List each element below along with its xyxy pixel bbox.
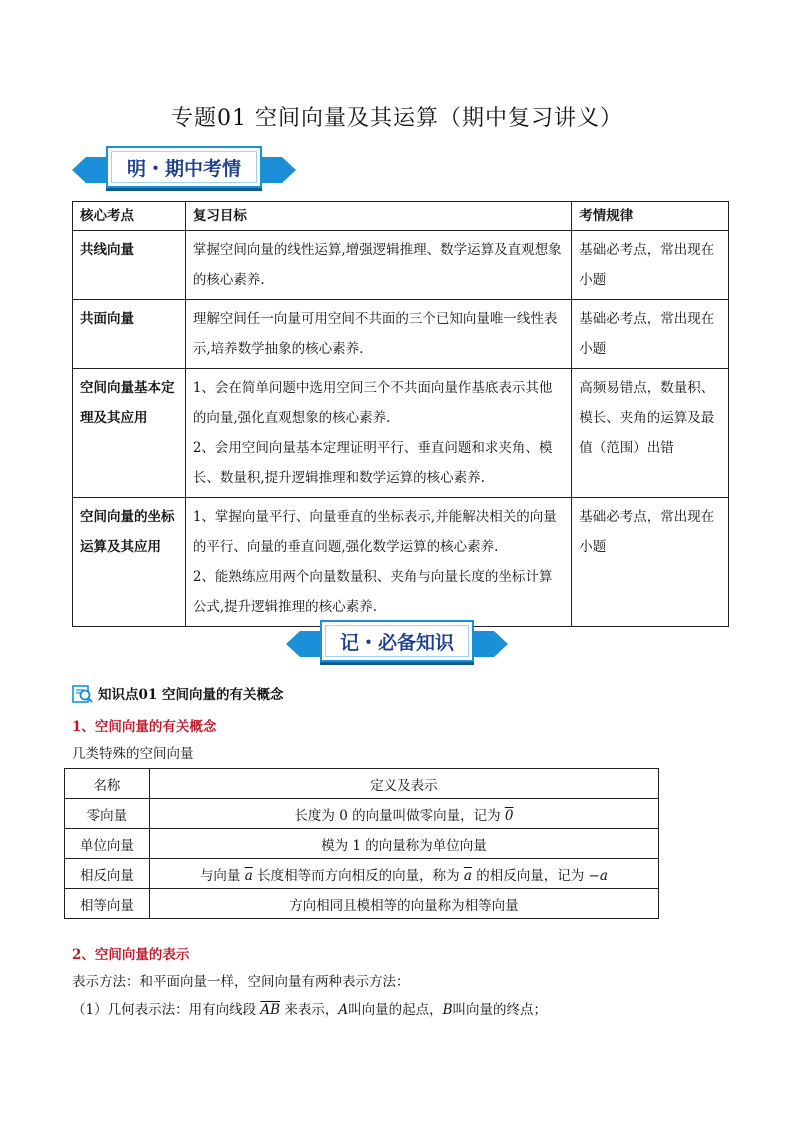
vector-name-cell: 零向量: [65, 799, 150, 829]
goal-cell: 理解空间任一向量可用空间不共面的三个已知向量唯一线性表示,培养数学抽象的核心素养.: [185, 300, 571, 369]
goal-item: 2、会用空间向量基本定理证明平行、垂直问题和求夹角、模长、数量积,提升逻辑推理和数学运算的核心素养.: [192, 440, 553, 486]
table-header-row: [73, 202, 729, 231]
exam-trends-table: [72, 201, 729, 627]
section-banner-knowledge: [286, 620, 508, 662]
line-text: （1）几何表示法：用有向线段: [72, 1002, 261, 1018]
header-cell: 定义及表示: [149, 769, 658, 799]
point-a-label: A: [338, 1002, 349, 1018]
pattern-cell: 基础必考点，常出现在小题: [572, 300, 729, 369]
goal-cell: [185, 498, 571, 627]
table-row: [73, 369, 729, 498]
vector-symbol: $\overline{a}$: [463, 867, 472, 884]
zero-vector-symbol: 0: [504, 807, 514, 824]
goal-item: 1、会在简单问题中选用空间三个不共面向量作基底表示其他的向量,强化直观想象的核心素养.: [192, 380, 553, 426]
header-cell: 考情规律: [572, 202, 729, 231]
opposite-vector-symbol: −a: [588, 867, 608, 884]
header-cell: 名称: [65, 769, 150, 799]
goal-item: 1、掌握向量平行、向量垂直的坐标表示,并能解决相关的向量的平行、向量的垂直问题,强化数学运算的核心素养.: [192, 509, 557, 555]
table-row: [65, 799, 659, 829]
banner-exam-trends-label: 明・期中考情: [126, 158, 241, 180]
section1-heading: 1、空间向量的有关概念: [72, 719, 217, 735]
table-row: [73, 300, 729, 369]
vector-name-cell: 相反向量: [65, 859, 150, 889]
magnifier-book-icon: [72, 684, 94, 708]
pattern-cell: 高频易错点，数量积、模长、夹角的运算及最值（范围）出错: [572, 369, 729, 498]
topic-cell: 空间向量的坐标运算及其应用: [73, 498, 186, 627]
definition-cell: [149, 859, 658, 889]
banner-knowledge-label: 记・必备知识: [339, 632, 454, 654]
definition-text: 长度相等而方向相反的向量，称为: [252, 867, 464, 884]
pattern-cell: 基础必考点，常出现在小题: [572, 231, 729, 300]
definition-cell: [149, 799, 658, 829]
header-cell: 复习目标: [185, 202, 571, 231]
goal-cell: 掌握空间向量的线性运算,增强逻辑推理、数学运算及直观想象的核心素养.: [185, 231, 571, 300]
pattern-cell: 基础必考点，常出现在小题: [572, 498, 729, 627]
line-text: 叫向量的起点，: [348, 1002, 443, 1018]
header-cell: 核心考点: [73, 202, 186, 231]
goal-item: 2、能熟练应用两个向量数量积、夹角与向量长度的坐标计算公式,提升逻辑推理的核心素养.: [192, 569, 553, 615]
section-banner-exam-trends: [72, 146, 296, 188]
knowledge-point-heading: [72, 683, 284, 708]
section1-intro: 几类特殊的空间向量: [72, 746, 194, 762]
table-row: [65, 829, 659, 859]
line-text: 叫向量的终点；: [452, 1002, 548, 1018]
vector-name-cell: 单位向量: [65, 829, 150, 859]
topic-cell: 共面向量: [73, 300, 186, 369]
knowledge-point-label: 知识点01 空间向量的有关概念: [98, 687, 284, 703]
table-row: [65, 889, 659, 919]
definition-cell: 方向相同且模相等的向量称为相等向量: [149, 889, 658, 919]
table-row: [65, 859, 659, 889]
vector-ab-symbol: $\overline{AB}$: [260, 1002, 281, 1018]
definition-text: 长度为 0 的向量叫做零向量，记为: [294, 807, 505, 824]
line-text: 来表示，: [280, 1002, 339, 1018]
definition-cell: 模为 1 的向量称为单位向量: [149, 829, 658, 859]
section2-heading: 2、空间向量的表示: [72, 947, 190, 963]
vector-symbol: $\overline{a}$: [244, 867, 253, 884]
point-b-label: B: [442, 1002, 453, 1018]
topic-cell: 共线向量: [73, 231, 186, 300]
section2-line1: [72, 998, 547, 1018]
definition-text: 与向量: [199, 867, 245, 884]
section2-intro: 表示方法：和平面向量一样，空间向量有两种表示方法：: [72, 974, 410, 990]
topic-cell: 空间向量基本定理及其应用: [73, 369, 186, 498]
document-title: 专题01 空间向量及其运算（期中复习讲义）: [171, 106, 623, 131]
special-vectors-table: [64, 768, 659, 919]
vector-name-cell: 相等向量: [65, 889, 150, 919]
table-row: [73, 498, 729, 627]
goal-cell: [185, 369, 571, 498]
table-row: [73, 231, 729, 300]
table-header-row: [65, 769, 659, 799]
definition-text: 的相反向量，记为: [471, 867, 589, 884]
